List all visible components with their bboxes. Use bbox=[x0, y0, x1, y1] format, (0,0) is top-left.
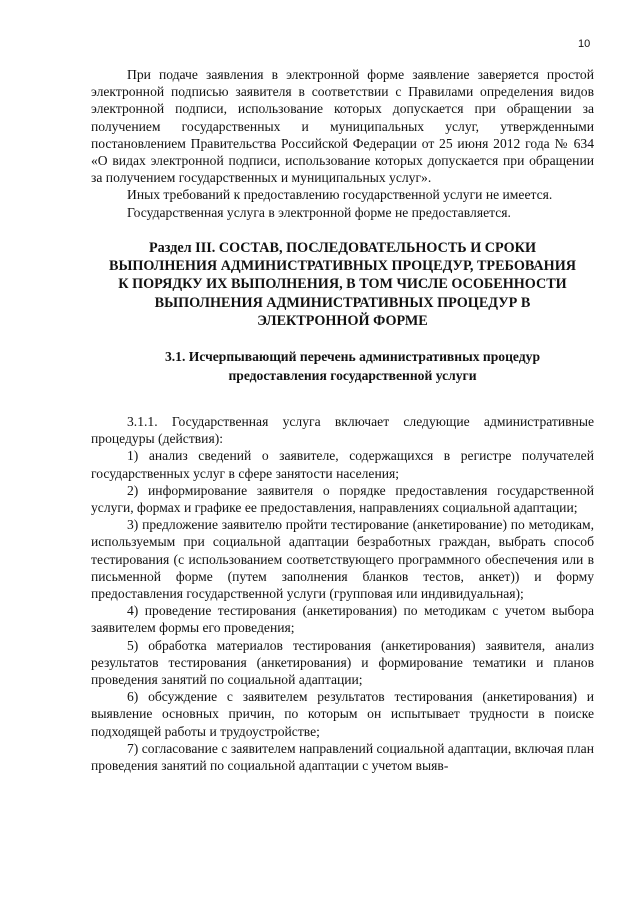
list-item: 4) проведение тестирования (анкетирования) по методикам с учетом выбора заявителем формы его проведения; bbox=[91, 603, 594, 636]
section-heading-line: ЭЛЕКТРОННОЙ ФОРМЕ bbox=[257, 313, 428, 330]
procedures-list bbox=[91, 413, 594, 774]
page-number: 10 bbox=[578, 38, 591, 50]
subsection-heading-line: предоставления государственной услуги bbox=[228, 367, 477, 383]
subsection-heading bbox=[91, 348, 594, 385]
list-item: 6) обсуждение с заявителем результатов тестирования (анкетирования) и выявление основных причин, по которым он испытывает трудности в поиске подходящей работы и трудоустройстве; bbox=[91, 689, 594, 739]
subsection-heading-line: 3.1. Исчерпывающий перечень административных процедур bbox=[164, 349, 541, 365]
list-item: 2) информирование заявителя о порядке предоставления государственной услуги, формах и графике ее предоставления, направлениях социальной адаптации; bbox=[91, 482, 594, 515]
paragraph-no-electronic-service: Государственная услуга в электронной форме не предоставляется. bbox=[127, 204, 511, 220]
list-item: 7) согласование с заявителем направлений социальной адаптации, включая план проведения занятий по социальной адаптации с учетом выяв- bbox=[91, 740, 594, 773]
list-intro: 3.1.1. Государственная услуга включает следующие административные процедуры (действия): bbox=[91, 413, 594, 447]
section-heading-line: Раздел III. СОСТАВ, ПОСЛЕДОВАТЕЛЬНОСТЬ И СРОКИ bbox=[149, 239, 536, 256]
section-heading bbox=[91, 239, 594, 330]
section-heading-line: ВЫПОЛНЕНИЯ АДМИНИСТРАТИВНЫХ ПРОЦЕДУР В bbox=[154, 294, 531, 311]
section-heading-line: К ПОРЯДКУ ИХ ВЫПОЛНЕНИЯ, В ТОМ ЧИСЛЕ ОСОБЕННОСТИ bbox=[118, 276, 567, 293]
document-body bbox=[91, 66, 594, 774]
list-item: 3) предложение заявителю пройти тестирование (анкетирование) по методикам, используемым при социальной адаптации безработных граждан, выбрать способ тестирования (с использованием соответствующего программного обеспечения или в письменной форме (путем заполнения бланков тестов, анкет)) и форму предоставления государственной услуги (групповая или индивидуальная); bbox=[91, 517, 594, 601]
list-item: 1) анализ сведений о заявителе, содержащихся в регистре получателей государственных услуг в сфере занятости населения; bbox=[91, 448, 594, 481]
section-heading-line: ВЫПОЛНЕНИЯ АДМИНИСТРАТИВНЫХ ПРОЦЕДУР, ТРЕБОВАНИЯ bbox=[109, 258, 576, 275]
list-item: 5) обработка материалов тестирования (анкетирования) заявителя, анализ результатов тестирования (анкетирования) и формирование тематики и планов проведения занятий по социальной адаптации; bbox=[91, 637, 594, 687]
paragraph-electronic-signature: При подаче заявления в электронной форме заявление заверяется простой электронной подписью заявителя в соответствии с Правилами определения видов электронной подписи, использование которых допускается при обращении за получением государственных и муниципальных услуг, утвержденными постановлением Правительства Российской Федерации от 25 июня 2012 года № 634 «О видах электронной подписи, использование которых допускается при обращении за получением государственных и муниципальных услуг». bbox=[91, 67, 594, 186]
paragraph-no-other-requirements: Иных требований к предоставлению государственной услуги не имеется. bbox=[127, 187, 553, 203]
